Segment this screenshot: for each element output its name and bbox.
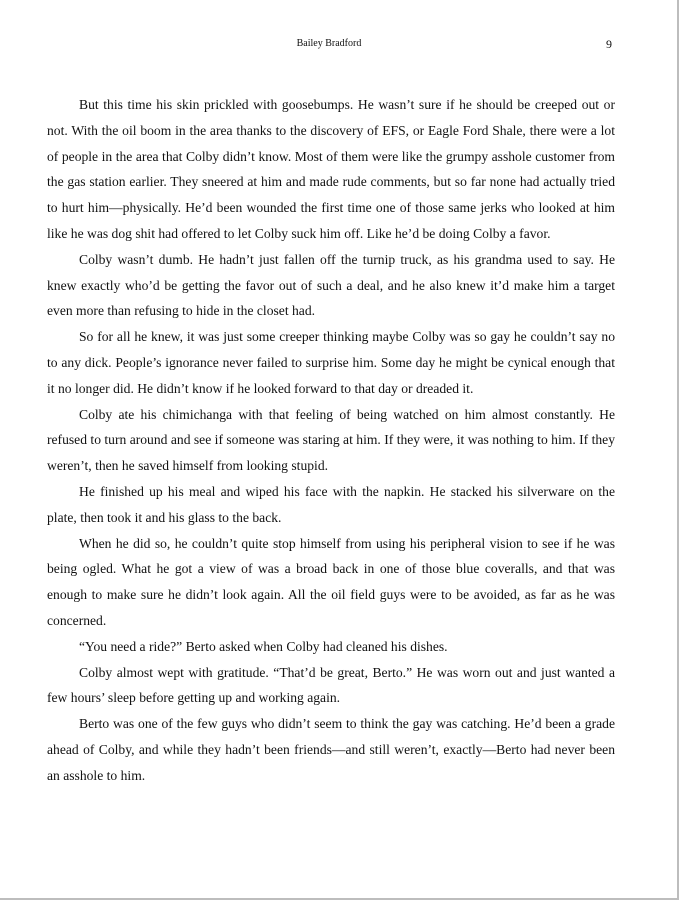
- paragraph: When he did so, he couldn’t quite stop himself from using his peripheral vision to see if he was being ogled. What he got a view of was a broad back in one of those blue coveralls, and that was enough to make sure he didn’t look again. All the oil field guys were to be avoided, as far as he was concerned.: [47, 535, 615, 628]
- paragraph: So for all he knew, it was just some creeper thinking maybe Colby was so gay he couldn’t say no to any dick. People’s ignorance never failed to surprise him. Some day he might be cynical enough that it no longer did. He didn’t know if he looked forward to that day or dreaded it.: [47, 329, 615, 396]
- paragraph: But this time his skin prickled with goosebumps. He wasn’t sure if he should be creeped out or not. With the oil boom in the area thanks to the discovery of EFS, or Eagle Ford Shale, there were a lot of people in the area that Colby didn’t know. Most of them were like the grumpy asshole customer from the gas station earlier. They sneered at him and made rude comments, but so far none had actually tried to hurt him—physically. He’d been wounded the first time one of those same jerks who looked at him like he was dog shit had offered to let Colby suck him off. Like he’d be doing Colby a favor.: [47, 97, 615, 241]
- paragraph: Berto was one of the few guys who didn’t seem to think the gay was catching. He’d been a grade ahead of Colby, and while they hadn’t been friends—and still weren’t, exactly—Berto had never been an asshole to him.: [47, 716, 615, 783]
- paragraph: “You need a ride?” Berto asked when Colby had cleaned his dishes.: [79, 638, 448, 654]
- page-number: 9: [606, 37, 612, 51]
- paragraph: Colby wasn’t dumb. He hadn’t just fallen off the turnip truck, as his grandma used to say. He knew exactly who’d be getting the favor out of such a deal, and he also knew it’d make him a target even more than refusing to hide in the closet had.: [47, 251, 615, 319]
- paragraph: Colby almost wept with gratitude. “That’d be great, Berto.” He was worn out and just wanted a few hours’ sleep before getting up and working again.: [47, 664, 615, 706]
- body-text: [47, 92, 615, 789]
- paragraph: He finished up his meal and wiped his face with the napkin. He stacked his silverware on the plate, then took it and his glass to the back.: [47, 483, 615, 525]
- paragraph: Colby ate his chimichanga with that feeling of being watched on him almost constantly. He refused to turn around and see if someone was staring at him. If they were, it was nothing to him. If they weren’t, then he saved himself from looking stupid.: [47, 406, 615, 474]
- running-header-author: Bailey Bradford: [296, 38, 362, 49]
